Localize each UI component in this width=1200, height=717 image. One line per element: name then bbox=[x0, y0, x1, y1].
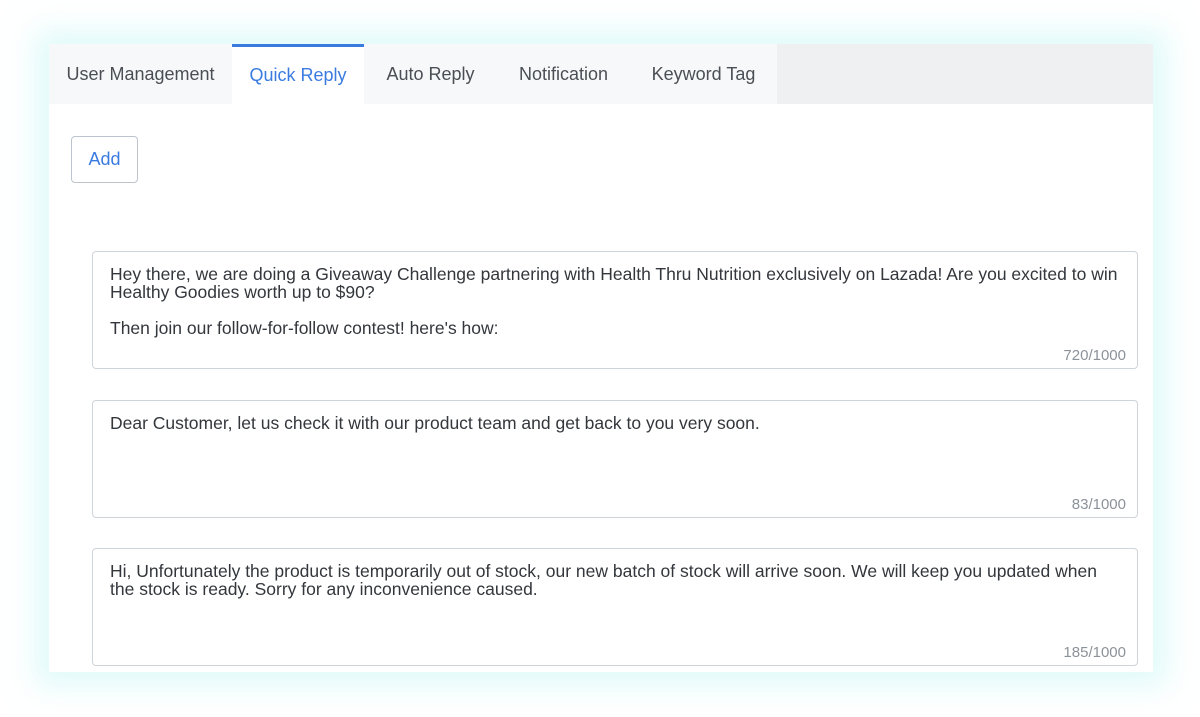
tab-label: Quick Reply bbox=[249, 65, 347, 85]
tab-notification[interactable] bbox=[497, 44, 630, 104]
tab-label: User Management bbox=[66, 63, 215, 84]
tab-quick-reply[interactable] bbox=[232, 44, 364, 104]
quick-reply-item[interactable] bbox=[92, 251, 1138, 369]
quick-reply-panel bbox=[49, 44, 1153, 672]
quick-reply-text[interactable]: Hi, Unfortunately the product is temporarily out of stock, our new batch of stock will arrive soon. We will keep you updated when the stock is ready. Sorry for any inconvenience caused. bbox=[110, 561, 1102, 599]
add-button[interactable]: Add bbox=[71, 136, 138, 183]
character-counter: 720/1000 bbox=[1063, 347, 1126, 364]
character-counter: 185/1000 bbox=[1063, 644, 1126, 661]
quick-reply-item[interactable] bbox=[92, 400, 1138, 518]
quick-reply-text[interactable]: Dear Customer, let us check it with our product team and get back to you very soon. bbox=[110, 413, 760, 433]
tab-auto-reply[interactable] bbox=[364, 44, 497, 104]
quick-reply-text[interactable]: Hey there, we are doing a Giveaway Challenge partnering with Health Thru Nutrition exclusively on Lazada! Are you excited to win Healthy Goodies worth up to $90? Then join our follow-for-follow contest! here's how: bbox=[110, 264, 1118, 338]
tab-bar bbox=[49, 44, 1153, 104]
tab-user-management[interactable] bbox=[49, 44, 232, 104]
character-counter: 83/1000 bbox=[1071, 496, 1126, 513]
tab-label: Keyword Tag bbox=[651, 63, 756, 84]
tab-label: Auto Reply bbox=[386, 63, 475, 84]
tab-keyword-tag[interactable] bbox=[630, 44, 777, 104]
quick-reply-item[interactable] bbox=[92, 548, 1138, 666]
tab-label: Notification bbox=[518, 63, 609, 84]
